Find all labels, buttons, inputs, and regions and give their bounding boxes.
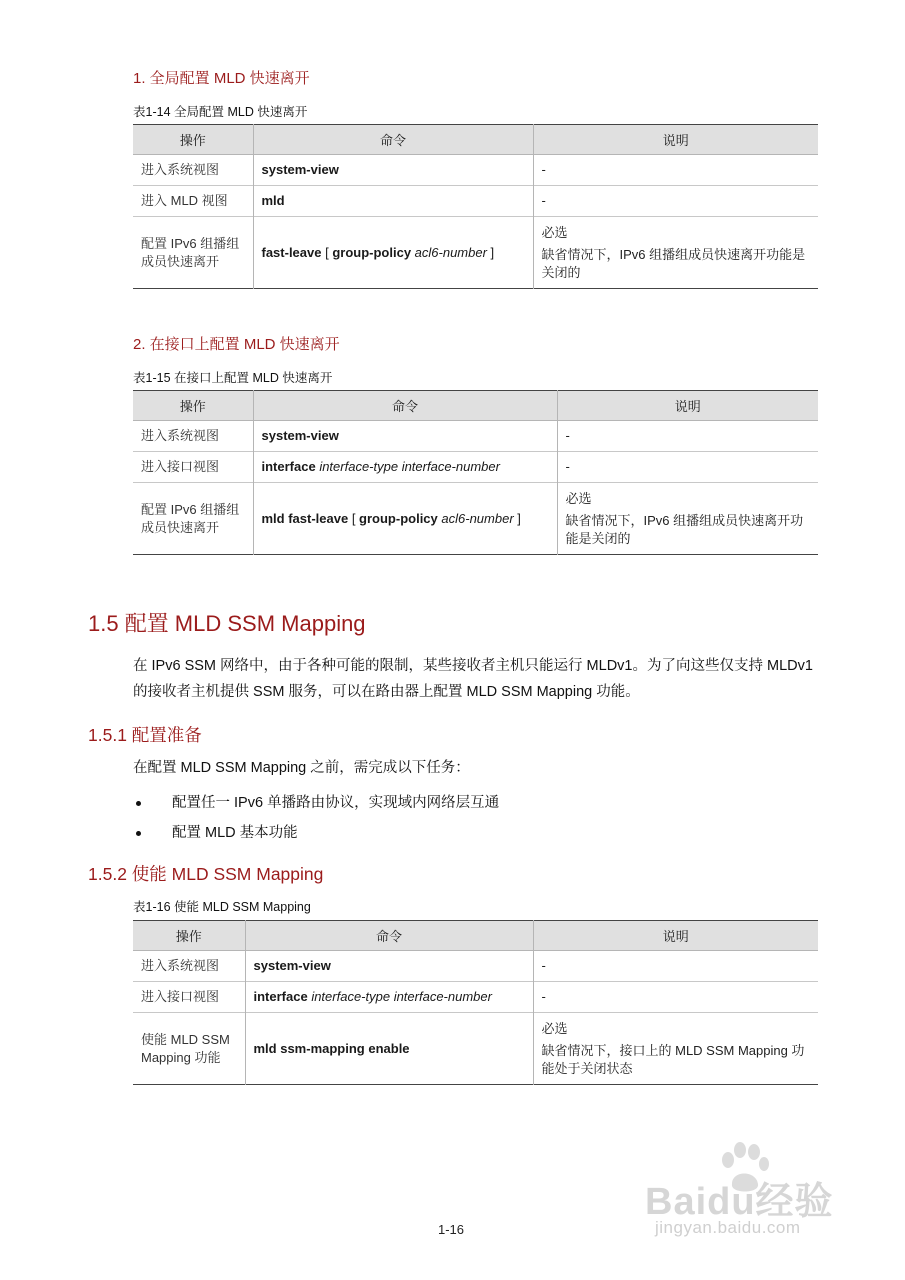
chapter-heading: 1.5 配置 MLD SSM Mapping [88, 611, 366, 636]
desc-cell: - [557, 421, 818, 452]
table-global-fast-leave [133, 124, 818, 289]
op-cell: 配置 IPv6 组播组成员快速离开 [133, 217, 253, 289]
op-cell: 进入 MLD 视图 [133, 186, 253, 217]
desc-cell [533, 1013, 818, 1085]
command-keyword: mld fast-leave [261, 510, 349, 526]
desc-required: 必选 [541, 224, 568, 240]
command-cell [253, 155, 533, 186]
command-keyword: group-policy [359, 510, 438, 526]
column-header: 操作 [133, 921, 245, 951]
table-row [133, 421, 818, 452]
table-row [133, 483, 818, 555]
column-header: 说明 [533, 125, 818, 155]
command-keyword: system-view [261, 428, 339, 443]
command-cell [253, 217, 533, 289]
table-row [133, 186, 818, 217]
command-argument: acl6-number [414, 244, 487, 260]
subsection-heading: 1.5.2 使能 MLD SSM Mapping [88, 864, 324, 884]
desc-default: 缺省情况下，接口上的 MLD SSM Mapping 功能处于关闭状态 [541, 1042, 805, 1076]
command-keyword: system-view [253, 958, 331, 973]
table-row [133, 951, 818, 982]
desc-cell [533, 217, 818, 289]
column-header: 命令 [253, 391, 557, 421]
bracket-text: ] [486, 244, 495, 260]
bullet-item: 配置 MLD 基本功能 [172, 825, 298, 841]
table-row [133, 1013, 818, 1085]
bracket-text: ] [513, 510, 521, 526]
desc-cell: - [557, 452, 818, 483]
command-keyword: mld [261, 193, 285, 208]
column-header: 说明 [557, 391, 818, 421]
section-heading: 2. 在接口上配置 MLD 快速离开 [133, 336, 340, 353]
section-heading: 1. 全局配置 MLD 快速离开 [133, 70, 310, 87]
bracket-text: [ [348, 510, 360, 526]
desc-default: 缺省情况下，IPv6 组播组成员快速离开功能是关闭的 [541, 246, 806, 280]
command-cell [245, 982, 533, 1013]
op-cell: 进入系统视图 [133, 421, 253, 452]
column-header: 操作 [133, 391, 253, 421]
command-argument: interface-type interface-number [307, 989, 492, 1004]
desc-cell: - [533, 951, 818, 982]
bullet-item: 配置任一 IPv6 单播路由协议，实现域内网络层互通 [172, 795, 500, 811]
column-header: 命令 [253, 125, 533, 155]
bullet-icon [136, 831, 141, 836]
bullet-icon [136, 801, 141, 806]
command-keyword: interface [261, 459, 316, 474]
table-caption: 表1-15 在接口上配置 MLD 快速离开 [133, 371, 333, 385]
command-keyword: system-view [261, 162, 339, 177]
op-cell: 进入系统视图 [133, 951, 245, 982]
desc-cell [557, 483, 818, 555]
desc-cell: - [533, 186, 818, 217]
table-row [133, 452, 818, 483]
command-keyword: fast-leave [261, 244, 322, 260]
table-interface-fast-leave [133, 390, 818, 555]
watermark-url: jingyan.baidu.com [655, 1218, 801, 1237]
op-cell: 进入系统视图 [133, 155, 253, 186]
command-keyword: mld ssm-mapping enable [253, 1040, 410, 1056]
desc-cell: - [533, 155, 818, 186]
page-number: 1-16 [438, 1222, 465, 1237]
command-cell [253, 186, 533, 217]
desc-default: 缺省情况下，IPv6 组播组成员快速离开功能是关闭的 [565, 512, 804, 546]
command-keyword: interface [253, 989, 308, 1004]
column-header: 操作 [133, 125, 253, 155]
prereq-intro: 在配置 MLD SSM Mapping 之前，需完成以下任务： [133, 760, 470, 776]
command-cell [245, 1013, 533, 1085]
desc-required: 必选 [565, 490, 592, 506]
op-cell: 配置 IPv6 组播组成员快速离开 [133, 483, 253, 555]
command-argument: interface-type interface-number [315, 459, 500, 474]
watermark-brand: Baidu经验 [645, 1181, 834, 1223]
op-cell: 进入接口视图 [133, 982, 245, 1013]
subsection-heading: 1.5.1 配置准备 [88, 725, 202, 745]
column-header: 说明 [533, 921, 818, 951]
bracket-text: [ [321, 244, 333, 260]
column-header: 命令 [245, 921, 533, 951]
op-cell: 使能 MLD SSM Mapping 功能 [133, 1013, 245, 1085]
table-row [133, 982, 818, 1013]
command-cell [253, 483, 557, 555]
table-row [133, 217, 818, 289]
command-keyword: group-policy [332, 244, 412, 260]
table-caption: 表1-16 使能 MLD SSM Mapping [133, 900, 311, 914]
command-cell [253, 421, 557, 452]
table-ssm-mapping [133, 920, 818, 1085]
command-argument: acl6-number [441, 510, 514, 526]
intro-paragraph: 在 IPv6 SSM 网络中，由于各种可能的限制，某些接收者主机只能运行 MLDv1。为了向这些仅支持 MLDv1 的接收者主机提供 SSM 服务，可以在路由器上配置 MLD SSM Mapping 功能。 [133, 658, 813, 700]
command-cell [245, 951, 533, 982]
desc-required: 必选 [541, 1020, 568, 1036]
table-caption: 表1-14 全局配置 MLD 快速离开 [133, 105, 308, 119]
desc-cell: - [533, 982, 818, 1013]
table-row [133, 155, 818, 186]
command-cell [253, 452, 557, 483]
op-cell: 进入接口视图 [133, 452, 253, 483]
